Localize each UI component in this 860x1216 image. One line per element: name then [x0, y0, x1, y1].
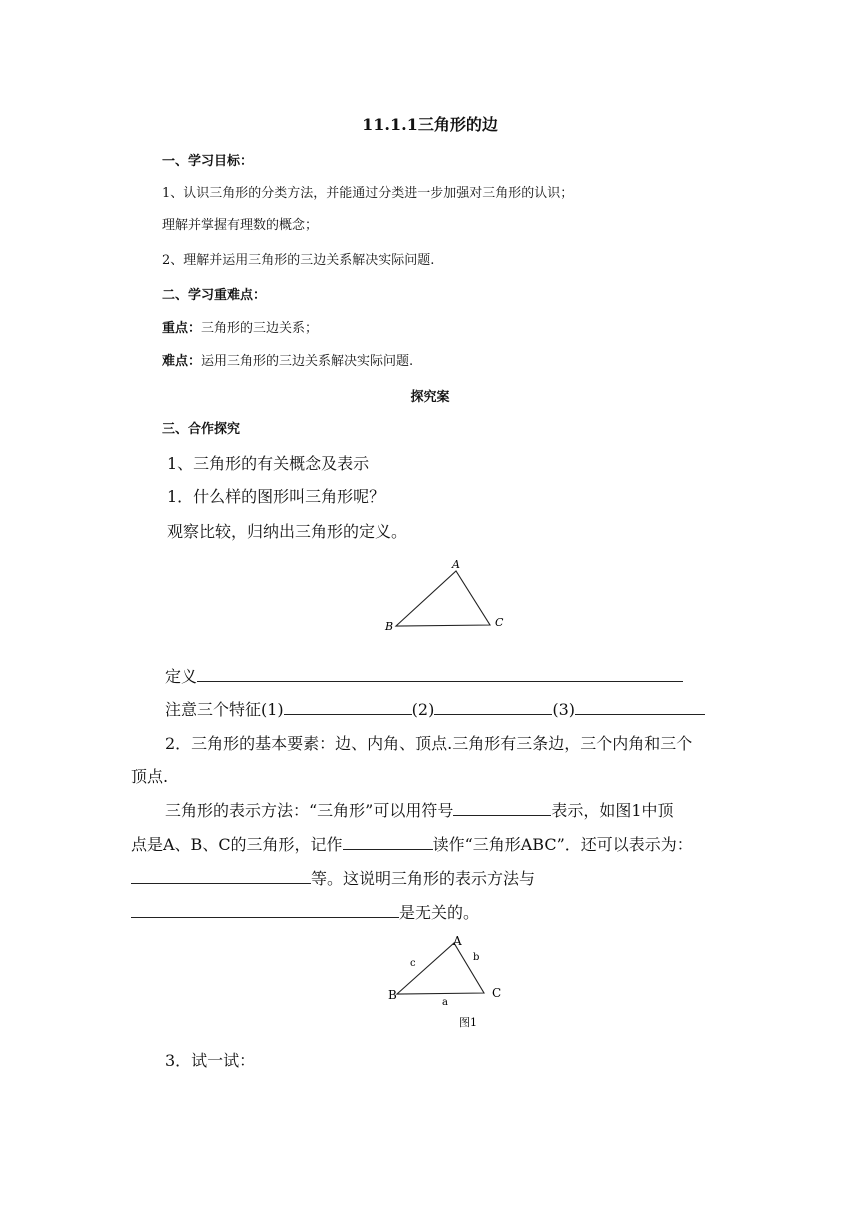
- side-label-b: b: [473, 952, 480, 963]
- explore-title: 探究案: [410, 390, 450, 405]
- feature-label-3: (3): [552, 700, 576, 719]
- definition-blank[interactable]: [197, 667, 683, 682]
- elements-line-1: 2．三角形的基本要素：边、内角、顶点.三角形有三条边，三个内角和三个: [165, 734, 693, 753]
- objective-line-1: 1、认识三角形的分类方法，并能通过分类进一步加强对三角形的认识；: [162, 186, 574, 201]
- feature-label-2: (2): [411, 700, 435, 719]
- section2-heading: 二、学习重难点：: [162, 288, 267, 303]
- notation-blank[interactable]: [343, 835, 433, 850]
- representation-line-1: [165, 798, 674, 821]
- rep-text-4: 是无关的。: [399, 903, 480, 922]
- rep-text-2b: 读作“三角形ABC”．还可以表示为：: [432, 835, 693, 854]
- section3-heading: 三、合作探究: [162, 422, 241, 437]
- alt-notation-blank[interactable]: [131, 869, 311, 884]
- features-label: 注意三个特征(1): [165, 700, 284, 719]
- difficulty-line: [162, 350, 413, 369]
- representation-line-3: [131, 866, 535, 889]
- triangle-figure-top: [380, 555, 510, 635]
- figure-caption: 图1: [459, 1016, 477, 1029]
- observe-instruction: 观察比较，归纳出三角形的定义。: [167, 522, 408, 541]
- key-point-label: 重点：: [162, 321, 202, 336]
- rep-text-1a: 三角形的表示方法：“三角形”可以用符号: [165, 801, 454, 820]
- side-label-c: c: [410, 958, 416, 969]
- section1-heading: 一、学习目标：: [162, 154, 254, 169]
- feature-blank-1[interactable]: [284, 700, 412, 715]
- difficulty-label: 难点：: [162, 354, 202, 369]
- feature-blank-2[interactable]: [434, 700, 552, 715]
- elements-line-2: 顶点.: [131, 767, 169, 786]
- objective-line-2: 理解并掌握有理数的概念；: [162, 218, 319, 233]
- definition-line: [165, 664, 683, 687]
- vertex-label-b: B: [385, 620, 394, 633]
- rep-text-1b: 表示，如图1中顶: [551, 801, 674, 820]
- labeled-vertex-c: C: [492, 986, 502, 1000]
- triangle-shape: [396, 571, 490, 626]
- rep-text-2a: 点是A、B、C的三角形，记作: [131, 835, 343, 854]
- representation-line-4: [131, 900, 479, 923]
- question-1: 1．什么样的图形叫三角形呢？: [167, 487, 386, 506]
- independence-blank[interactable]: [131, 903, 399, 918]
- objective-line-3: 2、理解并运用三角形的三边关系解决实际问题.: [162, 253, 435, 268]
- representation-line-2: [131, 832, 693, 855]
- difficulty-text: 运用三角形的三边关系解决实际问题.: [201, 354, 414, 369]
- page-title: 11.1.1三角形的边: [362, 115, 498, 134]
- feature-blank-3[interactable]: [575, 700, 705, 715]
- side-label-a: a: [442, 997, 448, 1008]
- labeled-vertex-b: B: [388, 988, 397, 1002]
- labeled-vertex-a: A: [453, 934, 462, 948]
- key-point-line: [162, 317, 318, 336]
- vertex-label-c: C: [495, 616, 504, 629]
- definition-label: 定义: [165, 667, 198, 686]
- key-point-text: 三角形的三边关系；: [201, 321, 319, 336]
- triangle-figure-labeled: [380, 928, 510, 1038]
- rep-text-3: 等。这说明三角形的表示方法与: [311, 869, 536, 888]
- try-it-line: 3．试一试：: [165, 1051, 256, 1070]
- subsection-title: 1、三角形的有关概念及表示: [167, 454, 370, 473]
- features-line: [165, 697, 705, 720]
- symbol-blank[interactable]: [453, 801, 551, 816]
- vertex-label-a: A: [452, 558, 460, 571]
